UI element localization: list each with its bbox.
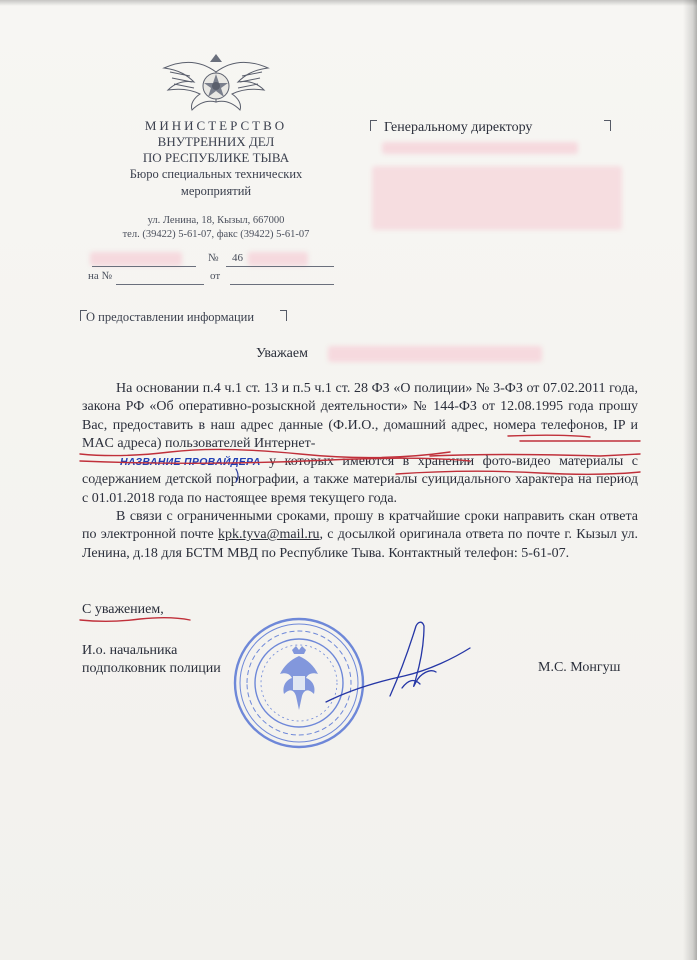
scan-shadow-top (0, 0, 697, 6)
ministry-line3: ПО РЕСПУБЛИКЕ ТЫВА (142, 150, 290, 165)
address-line2: тел. (39422) 5-61-07, факс (39422) 5-61-07 (122, 229, 310, 240)
ministry-line1: МИНИСТЕРСТВО (144, 118, 288, 133)
scan-shadow-right (683, 0, 697, 960)
redaction-recipient-name (382, 142, 578, 154)
subject-line: О предоставлении информации (86, 310, 255, 324)
number-label: № (208, 252, 219, 264)
body-paragraph-2 (82, 508, 638, 563)
redaction-number (248, 252, 308, 266)
address-line1: ул. Ленина, 18, Кызыл, 667000 (147, 215, 285, 226)
ministry-address (86, 214, 346, 242)
provider-name-label: НАЗВАНИЕ ПРОВАЙДЕРА (120, 456, 261, 469)
recipient-title: Генеральному директору (384, 120, 533, 135)
registration-line (88, 252, 338, 268)
greeting-text: Уважаем (256, 346, 308, 361)
ref-label: на № (88, 270, 113, 282)
ministry-header (86, 118, 346, 199)
subject-bracket-right (280, 310, 287, 321)
redaction-recipient-address (372, 166, 622, 230)
dept-line1: Бюро специальных технических (129, 167, 303, 181)
recipient-bracket-right (604, 120, 611, 131)
reference-line (88, 270, 338, 286)
closing-regards: С уважением, (82, 602, 164, 617)
ministry-line2: ВНУТРЕННИХ ДЕЛ (157, 134, 275, 149)
signer-name: М.С. Монгуш (538, 660, 621, 675)
signer-title-line2: подполковник полиции (82, 661, 221, 676)
letter-body (82, 380, 638, 563)
redaction-date (90, 252, 182, 266)
body-p1-part2: у которых имеются в хранении фото-видео материалы с содержанием детской порнографии, а также материалы суицидального характера на период с 01.01.2018 года по настоящее время текущего года. (82, 454, 639, 506)
signature (320, 618, 490, 708)
recipient-bracket-left (370, 120, 377, 131)
body-p2-part2: , с досылкой оригинала ответа по почте г. Кызыл ул. Ленина, д.18 для БСТМ МВД по Республике Тыва. Контактный телефон: 5-61-07. (82, 527, 638, 561)
signer-title-line1: И.о. начальника (82, 643, 178, 658)
dept-line2: мероприятий (180, 183, 252, 198)
number-value: 46 (232, 252, 243, 264)
body-paragraph-1 (82, 380, 638, 508)
mvd-emblem-icon (160, 50, 272, 118)
from-label: от (210, 270, 221, 282)
signer-title (82, 642, 221, 678)
contact-email[interactable]: kpk.tyva@mail.ru (218, 527, 320, 543)
greeting (256, 346, 308, 362)
body-p1-part1: На основании п.4 ч.1 ст. 13 и п.5 ч.1 ст. 28 ФЗ «О полиции» № 3-ФЗ от 07.02.2011 года, закона РФ «Об оперативно-розыскной деятельности» № 144-ФЗ от 12.08.1995 года прошу Вас, предоставить в наш адрес данные (Ф.И.О., домашний адрес, номера телефонов, IP и MAC адреса) пользователей Интернет- (82, 381, 638, 451)
body-p2-part1: В связи с ограниченными сроками, прошу в кратчайшие сроки направить скан ответа по электронной почте (82, 509, 638, 543)
redaction-greeting-name (328, 346, 542, 362)
